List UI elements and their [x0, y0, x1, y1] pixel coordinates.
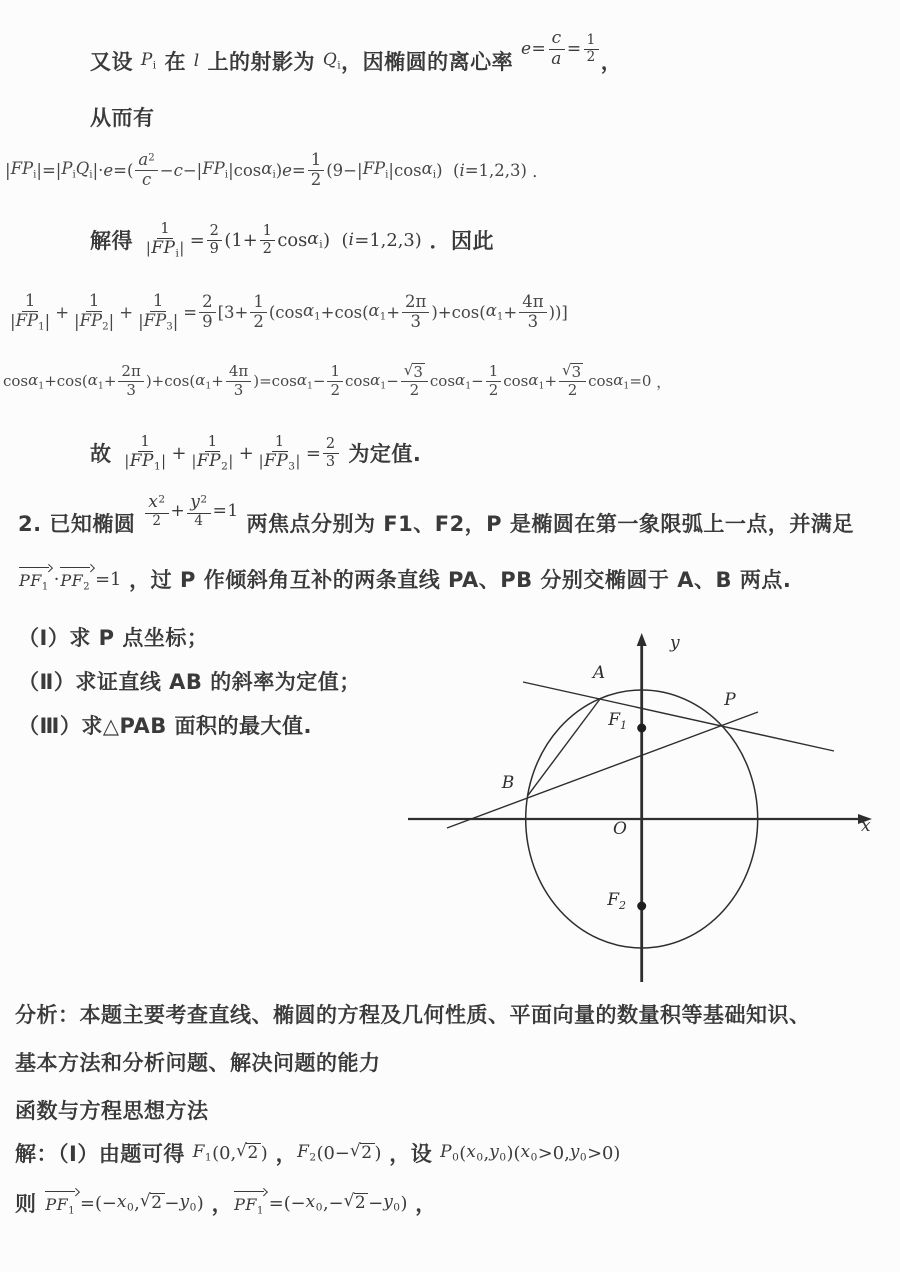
analysis-line-1: 分析：本题主要考查直线、椭圆的方程及几何性质、平面向量的数量积等基础知识、 — [15, 1003, 811, 1027]
label-focus-F1: $F_1$ — [608, 710, 627, 732]
problem2-question-3: （Ⅲ）求△PAB 面积的最大值. — [18, 714, 313, 738]
problem2-question-1: （Ⅰ）求 P 点坐标； — [18, 626, 209, 650]
solution1-line-therefore: 从而有 — [90, 106, 155, 130]
analysis-line-2: 基本方法和分析问题、解决问题的能力 — [15, 1051, 381, 1075]
solution1-formula-cos-identity: cos $\alpha_1$ +cos( $\alpha_1$ + $\frac{2\pi}{3}$ )+cos( $\alpha_1$ + $\frac{4\pi}{3}$ )=cos $\alpha_1$ − $\frac{1}{2}$ cos $\alpha_1$ − √ 3 2 cos $\alpha_1$ − $\frac{1}{2}$ cos $\alpha_1$ + √ 3 2 cos $\alpha_1$ =0 ， — [3, 361, 672, 399]
solution1-line-solve: 解得 1 | $FP_i$ | = $\frac{2}{9}$ (1+ $\frac{1}{2}$ cos $\alpha_i$ ) ( i =1,2,3) ．因此 — [90, 221, 495, 260]
line-BP — [447, 712, 758, 828]
solution2-line-2: 则 $PF_1$ =(− $x_0$ , √ 2 − $y_0$ ) ， $PF_1$ =(− $x_0$ ,− √ 2 − $y_0$ ) ， — [15, 1191, 437, 1217]
solution2-line-1: 解：（Ⅰ）由题可得 $F_1$ (0, √ 2 ) ， $F_2$ (0− √ 2 ) ，设 $P_0$ ( $x_0$ , $y_0$ )( $x_0$ >0, $y_0$ >0) — [15, 1141, 621, 1166]
solution1-line-projection: 又设 $P_i$ 在 l 上的射影为 $Q_i$ ，因椭圆的离心率 e = $\frac{c}{a}$ = $\frac{1}{2}$ ， — [90, 27, 623, 74]
label-point-P: P — [724, 690, 736, 710]
label-focus-F2: $F_2$ — [607, 890, 626, 912]
solution1-formula-fp-expansion: | $FP_i$ |=| $P_i$ $Q_i$ |· e =( $\frac{a^2}{c}$ − c −| $FP_i$ |cos $\alpha_i$ ) e = $\frac{1}{2}$ (9−| $FP_i$ |cos $\alpha_i$ ) ( i =1,2,3) ． — [5, 149, 549, 189]
solution1-line-conclusion: 故 1 | $FP_1$ | + 1 | $FP_2$ | + 1 | $FP_3$ | = $\frac{2}{3}$ 为定值. — [90, 434, 422, 473]
focus-F2-dot — [637, 902, 646, 911]
y-axis-arrow — [637, 633, 647, 646]
chord-AB — [528, 699, 600, 796]
problem2-question-2: （Ⅱ）求证直线 AB 的斜率为定值； — [18, 670, 361, 694]
problem2-statement-line1: 2. 已知椭圆 $\frac{x^2}{2}$ + $\frac{y^2}{4}$ =1 两焦点分别为 F1、F2，P 是椭圆在第一象限弧上一点，并满足 — [18, 491, 854, 536]
label-x-axis: x — [861, 816, 871, 836]
focus-F1-dot — [637, 724, 646, 733]
label-origin: O — [613, 819, 627, 839]
problem2-statement-line2: $PF_1$ · $PF_2$ =1 ，过 P 作倾斜角互补的两条直线 PA、PB 分别交椭圆于 A、B 两点. — [18, 557, 791, 601]
label-y-axis: y — [670, 633, 680, 653]
label-point-A: A — [592, 663, 606, 683]
analysis-line-3: 函数与方程思想方法 — [15, 1099, 209, 1123]
ellipse-figure — [400, 628, 890, 990]
solution1-formula-sum-fractions: 1 | $FP_1$ | + 1 | $FP_2$ | + 1 | $FP_3$ | = $\frac{2}{9}$ [3+ $\frac{1}{2}$ (cos $\alpha_1$ +cos( $\alpha_1$ + $\frac{2\pi}{3}$ )+cos( $\alpha_1$ + $\frac{4\pi}{3}$ ))] — [10, 290, 568, 333]
label-point-B: B — [501, 773, 515, 793]
